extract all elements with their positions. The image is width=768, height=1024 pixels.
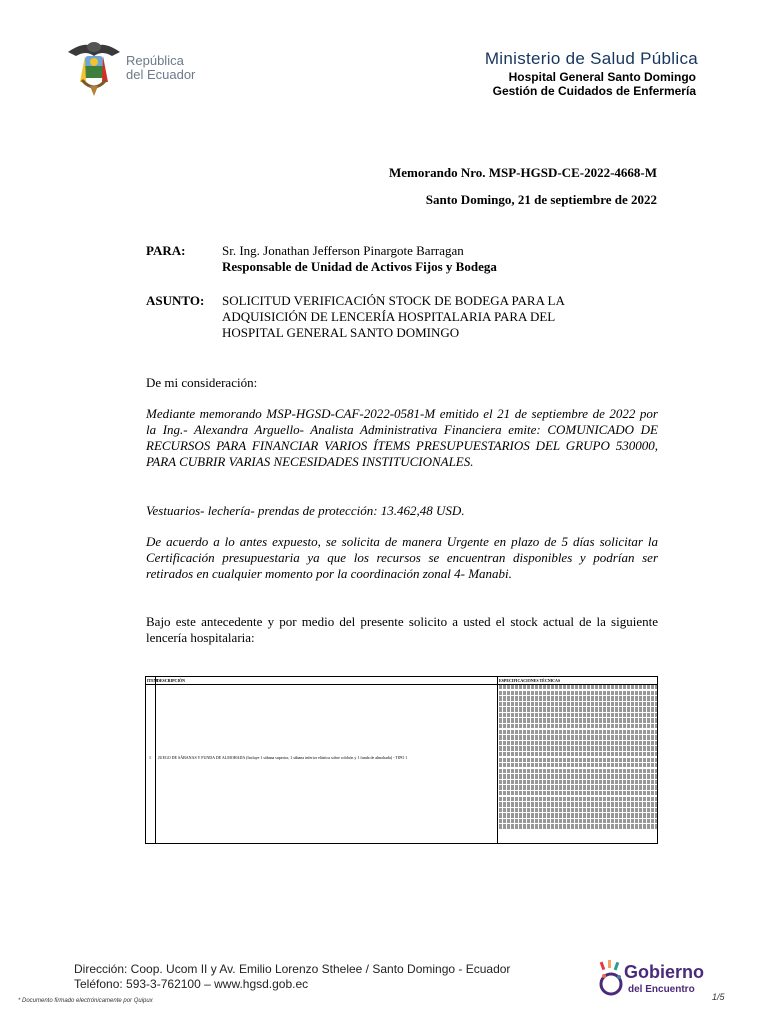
page-number: 1/5: [712, 992, 725, 1002]
quipux-note: * Documento firmado electrónicamente por Quipux: [18, 998, 153, 1004]
footer-direccion: Dirección: Coop. Ucom II y Av. Emilio Lorenzo Sthelee / Santo Domingo - Ecuador: [74, 962, 511, 976]
saludo: De mi consideración:: [146, 375, 258, 390]
table-cell-especificaciones: [499, 685, 657, 830]
republica-logo-text: [126, 54, 195, 82]
republica-line1: República: [126, 53, 184, 68]
ministerio-title: Ministerio de Salud Pública: [484, 49, 698, 68]
para-label: PARA:: [146, 243, 186, 258]
table-header-descripcion: DESCRIPCIÓN: [157, 678, 186, 683]
paragraph-4: Bajo este antecedente y por medio del presente solicito a usted el stock actual de la siguiente lencería hospitalaria:: [146, 614, 658, 645]
paragraph-3: De acuerdo a lo antes expuesto, se solicita de manera Urgente en plazo de 5 días solicitar la Certificación presupuestaria ya que los recursos se encuentran disponibles y podrían ser retirados en cualquier momento por la coordinación zonal 4- Manabi.: [146, 534, 658, 581]
gobierno-line2: del Encuentro: [628, 984, 695, 995]
footer-address: [74, 962, 510, 992]
asunto-line3: HOSPITAL GENERAL SANTO DOMINGO: [222, 325, 460, 340]
gobierno-emblem-icon: [598, 960, 624, 998]
table-cell-item: 1: [149, 755, 151, 760]
table-header-especificaciones: ESPECIFICACIONES TÉCNICAS: [499, 678, 561, 683]
memo-date: Santo Domingo, 21 de septiembre de 2022: [425, 192, 657, 207]
footer-telefono: Teléfono: 593-3-762100 – www.hgsd.gob.ec: [74, 977, 309, 991]
asunto-line1: SOLICITUD VERIFICACIÓN STOCK DE BODEGA PARA LA: [222, 293, 565, 308]
gobierno-line1: Gobierno: [624, 962, 704, 982]
para-cargo: Responsable de Unidad de Activos Fijos y Bodega: [222, 259, 497, 274]
asunto-line2: ADQUISICIÓN DE LENCERÍA HOSPITALARIA PARA DEL: [222, 309, 556, 324]
gobierno-logo: [598, 958, 708, 1002]
lenceria-table: [145, 676, 658, 844]
republica-line2: del Ecuador: [126, 67, 196, 82]
asunto-label: ASUNTO:: [146, 293, 205, 308]
paragraph-2: Vestuarios- lechería- prendas de protección: 13.462,48 USD.: [146, 503, 465, 518]
memo-number: Memorando Nro. MSP-HGSD-CE-2022-4668-M: [388, 165, 657, 180]
paragraph-1: Mediante memorando MSP-HGSD-CAF-2022-0581-M emitido el 21 de septiembre de 2022 por la Ing.- Alexandra Arguello- Analista Administrativa Financiera emite: COMUNICADO DE RECURSOS PARA FINANCIAR VARIOS ÍTEMS PRESUPUESTARIOS DEL GRUPO 530000, PARA CUBRIR VARIAS NECESIDADES INSTITUCIONALES.: [146, 406, 658, 469]
hospital-name: Hospital General Santo Domingo: [508, 70, 696, 84]
unidad-name: Gestión de Cuidados de Enfermería: [492, 84, 696, 98]
para-nombre: Sr. Ing. Jonathan Jefferson Pinargote Barragan: [222, 243, 464, 258]
hospital-block: [493, 70, 696, 98]
table-header-item: ITEM: [147, 678, 158, 683]
table-cell-descripcion: JUEGO DE SÁBANAS Y FUNDA DE ALMOHADA (Incluye 1 sábana superior, 1 sábana inferior elástica sobre colchón y 1 funda de almohada) - TIPO 1: [158, 755, 408, 760]
